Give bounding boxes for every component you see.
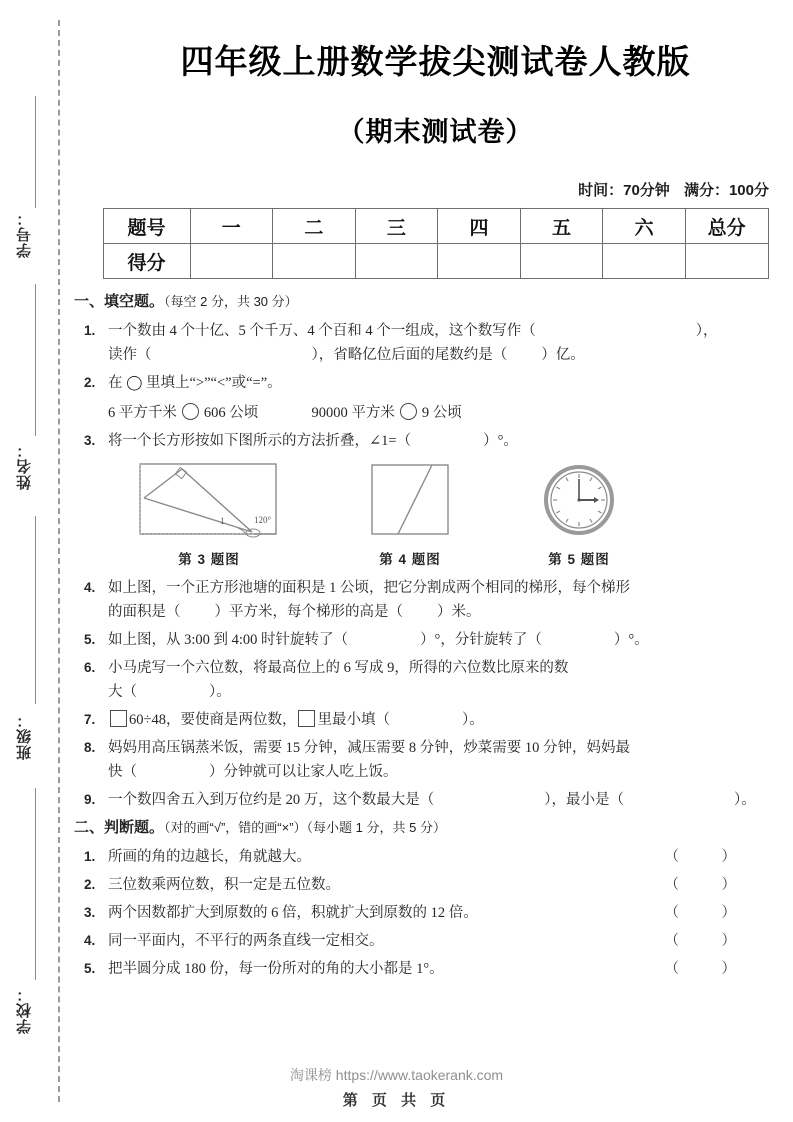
q1-line2-b: ），省略亿位后面的尾数约是（ [311,346,508,363]
score-cell-total[interactable] [685,244,768,279]
score-cell-6[interactable] [603,244,686,279]
q4-line1: 如上图，一个正方形池塘的面积是 1 公顷，把它分割成两个相同的梯形，每个梯形 [108,579,630,596]
q2-cmp2-right: 9 公顷 [421,404,462,421]
figure-3-caption: 第 3 题图 [178,551,240,567]
answer-paren[interactable]: （ ） [664,876,750,893]
q1-line2-a: 读作（ [108,346,152,363]
q5-line-c: ）°。 [613,631,649,648]
page-footer [0,1065,793,1110]
question-2-2 [84,874,784,896]
question-number: 4. [84,932,96,948]
question-1-8 [84,737,784,783]
exam-meta [78,179,793,200]
q1-line1: 一个数由 4 个十亿、5 个千万、4 个百和 4 个一组成，这个数写作（ [108,322,536,339]
left-margin [0,0,78,1122]
q-text: 所画的角的边越长，角就越大。 [108,848,311,865]
figure-4 [362,460,458,571]
section-2-title: 二、判断题。 [74,818,165,836]
q6-line1: 小马虎写一个六位数，将最高位上的 6 写成 9，所得的六位数比原来的数 [108,659,569,676]
margin-label-class: 班级： [16,712,33,760]
q6-line2-a: 大（ [108,683,137,700]
exam-page [74,0,793,1122]
score-cell-3[interactable] [355,244,438,279]
circle-icon-compare-2[interactable] [400,403,417,420]
figure-5 [536,460,622,571]
q2-cmp1-left: 6 平方千米 [108,404,177,421]
question-number: 1. [84,848,96,864]
score-table-col-2: 二 [273,209,356,244]
score-cell-5[interactable] [520,244,603,279]
margin-label-student-id: 学号： [16,210,33,258]
question-1-3 [84,430,784,452]
binding-dashed-line [58,20,60,1102]
folded-rectangle-diagram [134,460,284,540]
q9-line-a: 一个数四舍五入到万位约是 20 万，这个数最大是（ [108,791,435,808]
clock-icon [536,460,622,540]
score-table-col-5: 五 [520,209,603,244]
page-title: 四年级上册数学拔尖测试卷人教版 [180,43,691,80]
score-table-row-label-score: 得分 [103,244,190,279]
question-1-2 [84,372,784,424]
q8-line2-a: 快（ [108,763,137,780]
margin-rule-2 [35,284,36,436]
question-1-1 [84,320,784,366]
question-2-5 [84,958,784,980]
score-table-col-1: 一 [190,209,273,244]
question-number: 6. [84,659,96,675]
angle-1-label: 1 [220,515,225,526]
q1-line2-c: ）亿。 [541,346,585,363]
q-text: 同一平面内，不平行的两条直线一定相交。 [108,932,384,949]
page-subtitle: （期末测试卷） [337,117,534,147]
question-number: 3. [84,432,96,448]
q9-line-c: ）。 [734,791,756,808]
question-number: 1. [84,322,96,338]
q7-line-c: ）。 [461,711,484,728]
question-2-1 [84,846,784,868]
question-1-7 [84,709,784,731]
q2-cmp1-right: 606 公顷 [203,404,259,421]
question-number: 5. [84,960,96,976]
q4-line2-c: ）米。 [437,603,481,620]
question-2-4 [84,930,784,952]
q-text: 把半圆分成 180 份，每一份所对的角的大小都是 1°。 [108,960,444,977]
q2-instruction: 在 ◯ 里填上“>”“<”或“=”。 [108,374,282,391]
question-1-4 [84,577,784,623]
q7-line-a: 60÷48，要使商是两位数， [129,711,297,728]
q-text: 两个因数都扩大到原数的 6 倍，积就扩大到原数的 12 倍。 [108,904,478,921]
question-number: 7. [84,711,96,727]
q8-line1: 妈妈用高压锅蒸米饭，需要 15 分钟，减压需要 8 分钟，炒菜需要 10 分钟，妈妈最 [108,739,630,756]
question-number: 4. [84,579,96,595]
score-table-col-4: 四 [438,209,521,244]
question-1-5 [84,629,784,651]
square-box-icon-2[interactable] [298,710,315,727]
score-table-col-6: 六 [603,209,686,244]
square-box-icon-1[interactable] [110,710,127,727]
figure-3 [134,460,284,571]
q-text: 三位数乘两位数，积一定是五位数。 [108,876,340,893]
q5-line-a: 如上图，从 3:00 到 4:00 时针旋转了（ [108,631,349,648]
question-2-3 [84,902,784,924]
margin-label-name: 姓名： [16,442,33,490]
question-number: 2. [84,876,96,892]
circle-icon-compare-1[interactable] [182,403,199,420]
page-number-line: 第 页 共 页 [342,1092,451,1109]
q5-line-b: ）°，分针旋转了（ [420,631,542,648]
question-number: 2. [84,374,96,390]
score-cell-4[interactable] [438,244,521,279]
q1-line1-tail: ）， [695,322,718,339]
margin-rule-1 [35,96,36,208]
question-number: 9. [84,791,96,807]
q4-line2-a: 的面积是（ [108,603,181,620]
figure-4-caption: 第 4 题图 [379,551,441,567]
question-number: 8. [84,739,96,755]
answer-paren[interactable]: （ ） [664,904,750,921]
answer-paren[interactable]: （ ） [664,932,750,949]
exam-content [74,291,784,980]
score-table [103,208,769,279]
q8-line2-b: ）分钟就可以让家人吃上饭。 [209,763,398,780]
q6-line2-b: ）。 [209,683,231,700]
section-heading-fill-blank [74,291,784,314]
question-number: 3. [84,904,96,920]
q7-line-b: 里最小填（ [317,711,390,728]
square-pond-diagram [362,460,458,540]
table-row-question-numbers [103,209,768,244]
section-2-points: （对的画“√”，错的画“×”）（每小题 1 分，共 5 分） [164,819,446,835]
watermark-url: 淘课榜 https://www.taokerank.com [289,1067,504,1083]
margin-rule-3 [35,516,36,704]
question-1-9 [84,789,784,811]
margin-label-school: 学校： [16,986,33,1034]
q4-line2-b: ）平方米，每个梯形的高是（ [214,603,403,620]
score-table-col-total: 总分 [685,209,768,244]
figure-row [134,460,784,571]
figure-5-caption: 第 5 题图 [548,551,610,567]
score-table-row-label-question: 题号 [103,209,190,244]
section-heading-true-false [74,817,784,840]
answer-paren[interactable]: （ ） [664,848,750,865]
q3-line-b: ）°。 [483,432,518,449]
q2-cmp2-left: 90000 平方米 [311,404,395,421]
exam-fullscore-label: 满分：100分 [683,182,769,199]
score-table-col-3: 三 [355,209,438,244]
angle-120-label: 120° [254,514,272,525]
question-1-6 [84,657,784,703]
q3-line-a: 将一个长方形按如下图所示的方法折叠，∠1=（ [108,432,412,449]
score-cell-1[interactable] [190,244,273,279]
exam-time-label: 时间：70分钟 [578,182,670,199]
answer-paren[interactable]: （ ） [664,960,750,977]
section-1-title: 一、填空题。 [74,293,165,310]
q9-line-b: ），最小是（ [544,791,624,808]
table-row-scores [103,244,768,279]
margin-rule-4 [35,788,36,980]
section-1-points: （每空 2 分，共 30 分） [164,294,298,309]
score-cell-2[interactable] [273,244,356,279]
question-number: 5. [84,631,96,647]
